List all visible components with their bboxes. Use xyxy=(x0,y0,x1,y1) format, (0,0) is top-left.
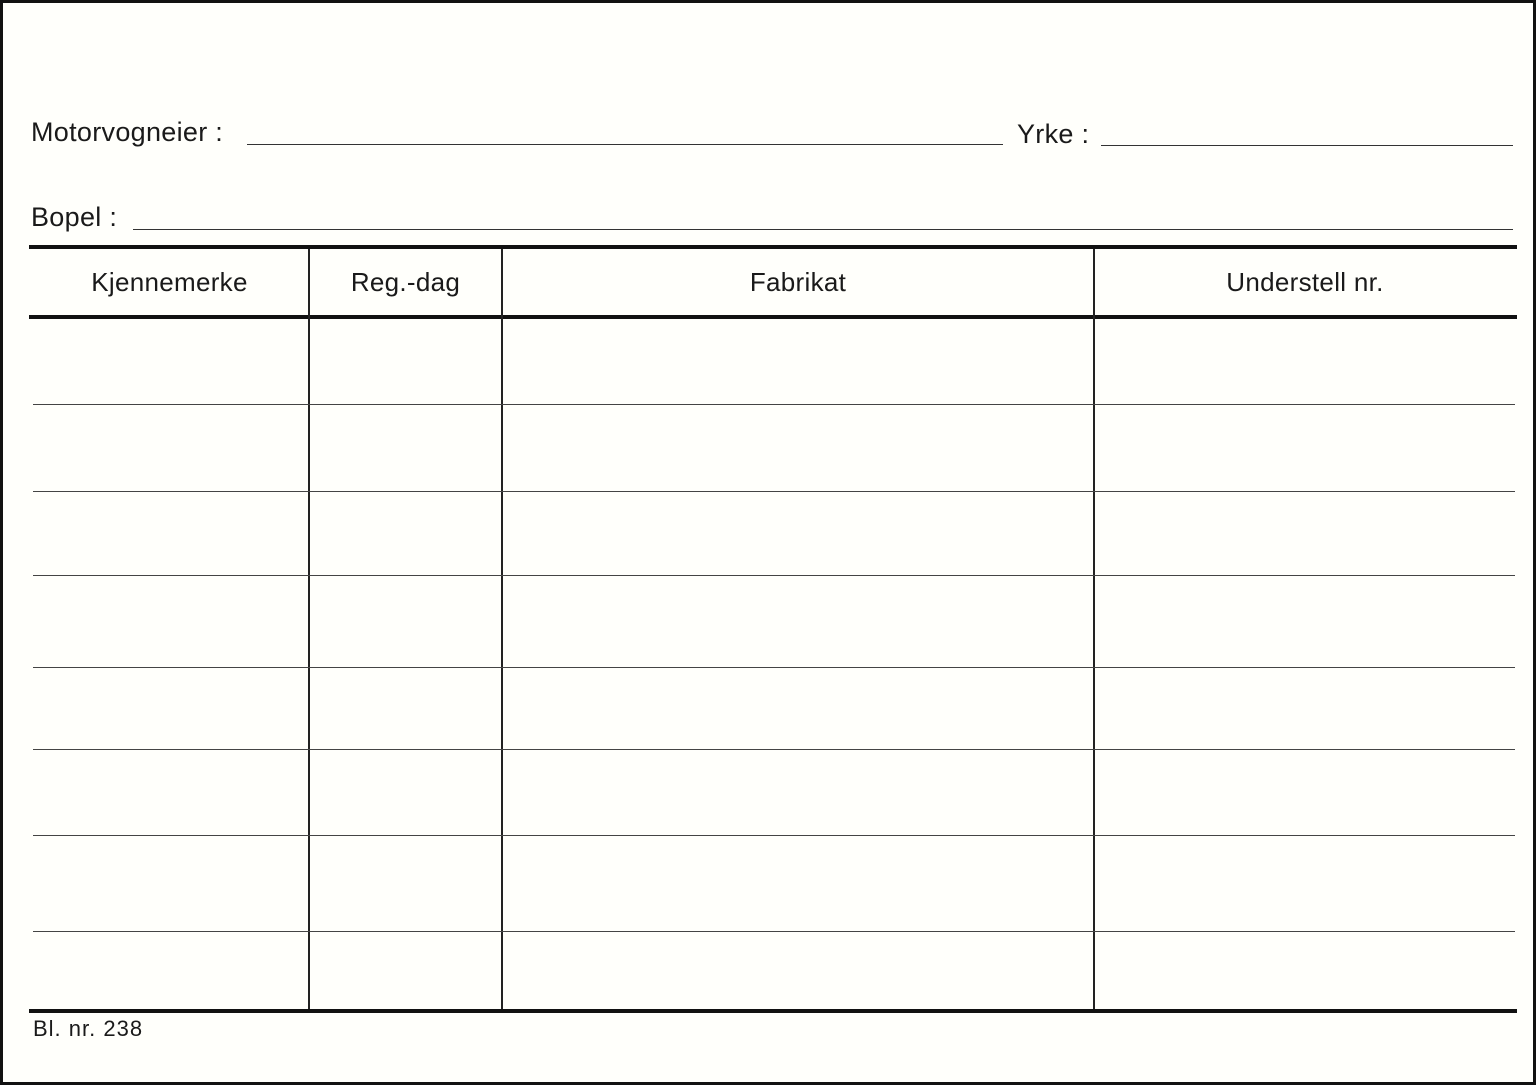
table-cell-fabrikat[interactable] xyxy=(503,321,1091,402)
table-cell-reg-dag[interactable] xyxy=(310,577,499,665)
row-separator xyxy=(33,575,1515,576)
row-separator xyxy=(33,749,1515,750)
table-cell-reg-dag[interactable] xyxy=(310,751,499,833)
table-cell-reg-dag[interactable] xyxy=(310,837,499,929)
owner-field[interactable] xyxy=(247,144,1003,145)
table-cell-kjennemerke[interactable] xyxy=(33,321,306,402)
table-cell-kjennemerke[interactable] xyxy=(33,933,306,1007)
table-cell-understell-nr[interactable] xyxy=(1095,751,1513,833)
owner-label: Motorvogneier : xyxy=(31,117,224,147)
table-cell-kjennemerke[interactable] xyxy=(33,406,306,489)
table-bottom-rule xyxy=(29,1009,1517,1013)
table-cell-kjennemerke[interactable] xyxy=(33,669,306,747)
table-cell-reg-dag[interactable] xyxy=(310,933,499,1007)
table-cell-fabrikat[interactable] xyxy=(503,577,1091,665)
table-cell-fabrikat[interactable] xyxy=(503,837,1091,929)
table-cell-reg-dag[interactable] xyxy=(310,321,499,402)
table-cell-understell-nr[interactable] xyxy=(1095,933,1513,1007)
table-cell-kjennemerke[interactable] xyxy=(33,493,306,573)
address-label: Bopel : xyxy=(31,202,118,232)
table-cell-reg-dag[interactable] xyxy=(310,406,499,489)
column-header-fabrikat: Fabrikat xyxy=(749,266,847,297)
row-separator xyxy=(33,931,1515,932)
table-cell-fabrikat[interactable] xyxy=(503,669,1091,747)
header-bottom-rule xyxy=(29,315,1517,319)
table-cell-kjennemerke[interactable] xyxy=(33,751,306,833)
row-separator xyxy=(33,835,1515,836)
occupation-label: Yrke : xyxy=(1017,119,1090,149)
table-cell-kjennemerke[interactable] xyxy=(33,577,306,665)
row-separator xyxy=(33,667,1515,668)
table-cell-understell-nr[interactable] xyxy=(1095,406,1513,489)
form-number: Bl. nr. 238 xyxy=(33,1016,144,1041)
occupation-field[interactable] xyxy=(1101,145,1513,146)
table-cell-understell-nr[interactable] xyxy=(1095,321,1513,402)
table-cell-reg-dag[interactable] xyxy=(310,493,499,573)
table-cell-fabrikat[interactable] xyxy=(503,406,1091,489)
table-cell-understell-nr[interactable] xyxy=(1095,669,1513,747)
table-cell-fabrikat[interactable] xyxy=(503,933,1091,1007)
table-cell-understell-nr[interactable] xyxy=(1095,837,1513,929)
table-cell-fabrikat[interactable] xyxy=(503,493,1091,573)
column-header-reg-dag: Reg.-dag xyxy=(350,266,461,297)
row-separator xyxy=(33,491,1515,492)
table-cell-kjennemerke[interactable] xyxy=(33,837,306,929)
column-header-kjennemerke: Kjennemerke xyxy=(91,266,248,297)
table-cell-understell-nr[interactable] xyxy=(1095,493,1513,573)
table-cell-understell-nr[interactable] xyxy=(1095,577,1513,665)
table-cell-reg-dag[interactable] xyxy=(310,669,499,747)
address-field[interactable] xyxy=(133,229,1513,230)
table-cell-fabrikat[interactable] xyxy=(503,751,1091,833)
column-header-understell-nr: Understell nr. xyxy=(1226,266,1384,297)
row-separator xyxy=(33,404,1515,405)
